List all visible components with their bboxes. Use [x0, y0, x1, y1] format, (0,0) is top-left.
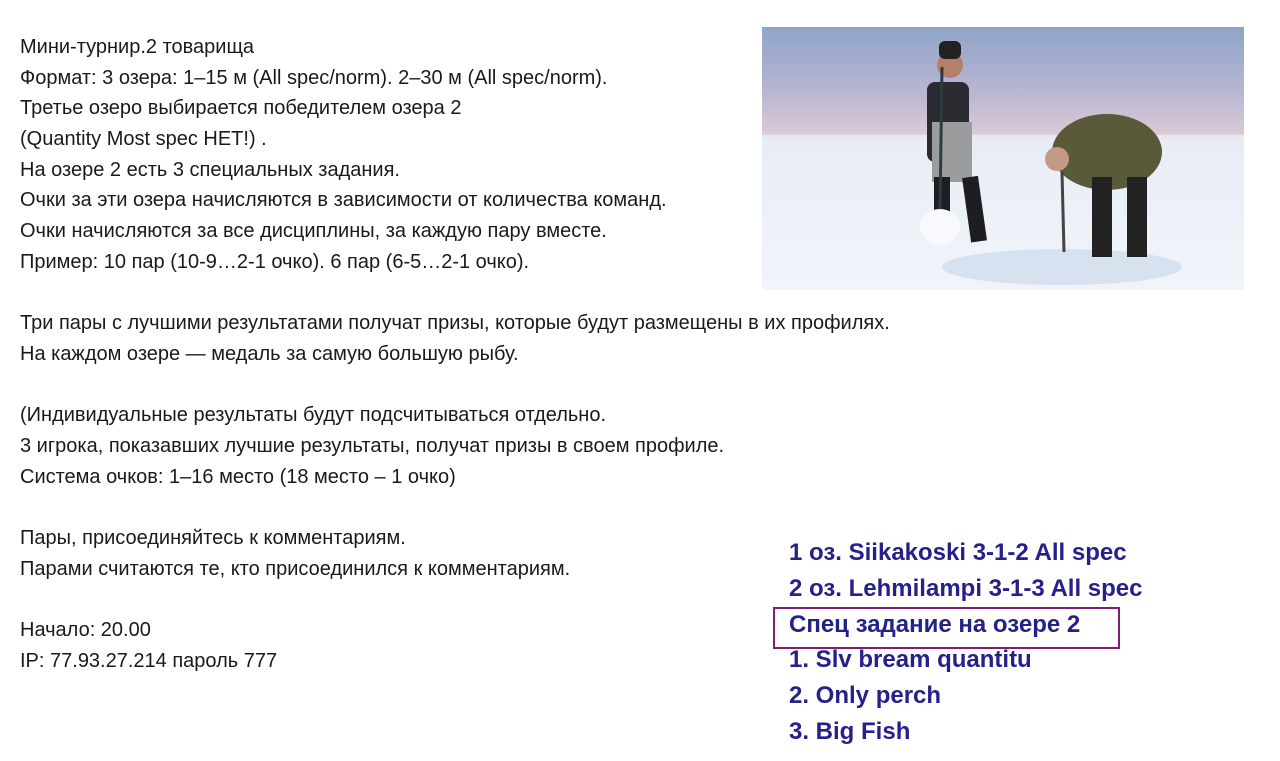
rule-line: На озере 2 есть 3 специальных задания.	[20, 158, 400, 181]
join-line: Парами считаются те, кто присоединился к комментариям.	[20, 557, 571, 580]
individual-line: 3 игрока, показавших лучшие результаты, получат призы в своем профиле.	[20, 434, 725, 457]
task-item: 1. Slv bream quantitu	[789, 646, 1032, 674]
join-line: Пары, присоединяйтесь к комментариям.	[20, 527, 406, 549]
special-task-title: Спец задание на озере 2	[789, 610, 1081, 638]
rule-line: Очки начисляются за все дисциплины, за каждую пару вместе.	[20, 220, 607, 243]
rules-text	[20, 32, 890, 676]
rule-line: Третье озеро выбирается победителем озера 2	[20, 97, 462, 120]
rule-line: Очки за эти озера начисляются в зависимости от количества команд.	[20, 189, 667, 212]
prize-line: На каждом озере — медаль за самую большую рыбу.	[20, 342, 519, 365]
title-line: Мини-турнир.2 товарища	[20, 36, 255, 58]
start-time: Начало: 20.00	[20, 619, 151, 642]
individual-line: (Индивидуальные результаты будут подсчитываться отдельно.	[20, 404, 607, 427]
task-item: 3. Big Fish	[789, 717, 911, 745]
format-line: Формат: 3 озера: 1–15 м (All spec/norm). 2–30 м (All spec/norm).	[20, 66, 608, 89]
server-ip: IP: 77.93.27.214 пароль 777	[20, 649, 278, 672]
special-task-highlight-box	[773, 607, 1120, 649]
task-item: 2. Only perch	[789, 682, 942, 710]
rule-line: (Quantity Most spec НЕТ!) .	[20, 128, 267, 151]
ice-fishermen-illustration	[762, 27, 1244, 290]
bending-fisherman	[1045, 114, 1162, 257]
prize-line: Три пары с лучшими результатами получат призы, которые будут размещены в их профилях.	[20, 312, 890, 335]
rule-line: Пример: 10 пар (10-9…2-1 очко). 6 пар (6-5…2-1 очко).	[20, 250, 530, 273]
ice-fishing-photo	[762, 27, 1244, 290]
individual-line: Система очков: 1–16 место (18 место – 1 очко)	[20, 465, 456, 488]
lake-1: 1 оз. Siikakoski 3-1-2 All spec	[789, 539, 1127, 566]
lake-2: 2 оз. Lehmilampi 3-1-3 All spec	[789, 574, 1143, 602]
